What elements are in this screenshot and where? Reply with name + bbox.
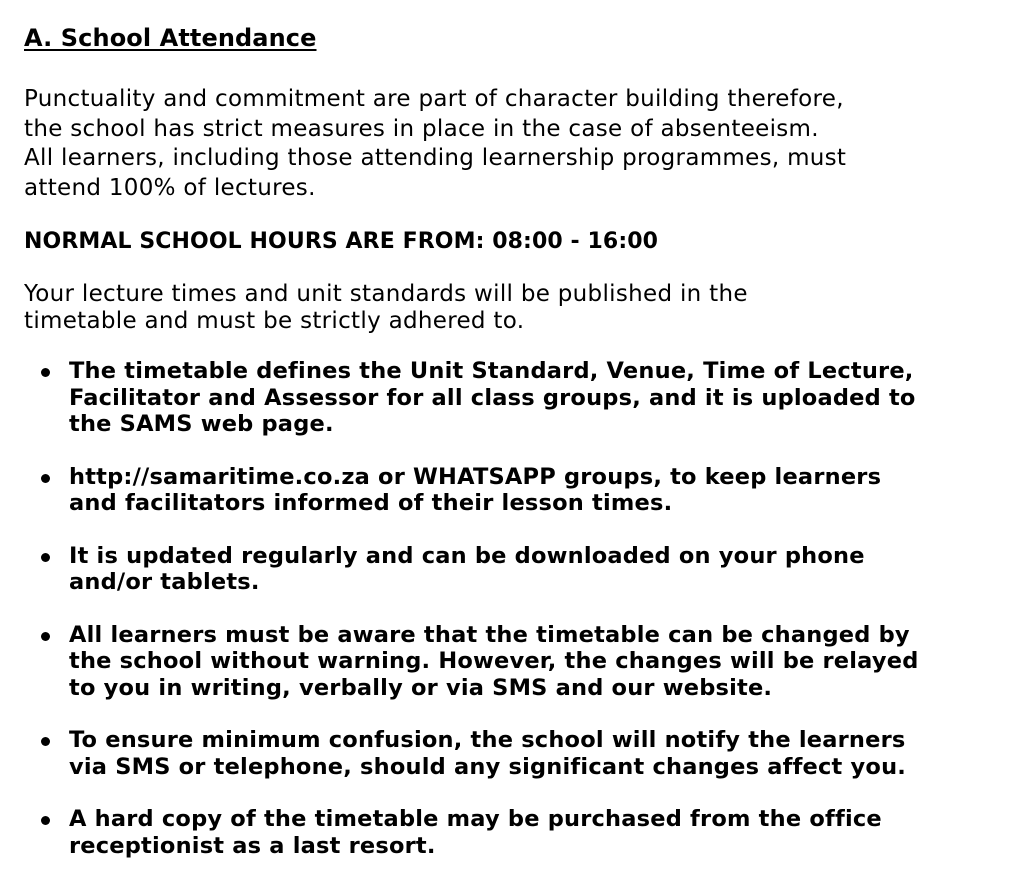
bullet-line: A hard copy of the timetable may be purchased from the office [69, 806, 882, 832]
bullet-line: the SAMS web page. [69, 411, 334, 437]
bullet-line: http://samaritime.co.za or WHATSAPP groups, to keep learners [69, 463, 882, 490]
timetable-bullet-list [24, 358, 996, 859]
intro-paragraph [24, 85, 996, 203]
document-page [24, 22, 996, 885]
bullet-line: To ensure minimum confusion, the school will notify the learners [69, 727, 906, 753]
bullet-line: It is updated regularly and can be downloaded on your phone [69, 542, 865, 569]
lecture-line: Your lecture times and unit standards will be published in the [24, 281, 748, 307]
section-heading: A. School Attendance [24, 24, 317, 52]
bullet-line: and facilitators informed of their lesson times. [69, 490, 673, 516]
intro-line: All learners, including those attending learnership programmes, must [24, 145, 847, 171]
bullet-dot-icon [41, 553, 50, 562]
bullet-line: The timetable defines the Unit Standard, Venue, Time of Lecture, [69, 358, 914, 384]
bullet-item [24, 622, 996, 702]
bullet-item [24, 727, 996, 780]
bullet-dot-icon [41, 368, 50, 377]
bullet-item [24, 464, 996, 517]
bullet-dot-icon [41, 632, 50, 641]
bullet-line: receptionist as a last resort. [69, 832, 436, 859]
intro-line: attend 100% of lectures. [24, 174, 316, 201]
intro-line: the school has strict measures in place in the case of absenteeism. [24, 115, 819, 142]
bullet-line: All learners must be aware that the timetable can be changed by [69, 621, 910, 648]
bullet-item [24, 806, 996, 859]
bullet-item [24, 543, 996, 596]
school-hours-statement: NORMAL SCHOOL HOURS ARE FROM: 08:00 - 16:00 [24, 229, 659, 254]
bullet-line: and/or tablets. [69, 569, 260, 595]
bullet-dot-icon [41, 474, 50, 483]
bullet-line: to you in writing, verbally or via SMS and our website. [69, 674, 773, 701]
bullet-item [24, 358, 996, 438]
intro-line: Punctuality and commitment are part of character building therefore, [24, 86, 844, 112]
bullet-dot-icon [41, 816, 50, 825]
lecture-line: timetable and must be strictly adhered to. [24, 307, 525, 334]
bullet-line: via SMS or telephone, should any significant changes affect you. [69, 753, 907, 780]
lecture-times-paragraph [24, 281, 996, 334]
bullet-dot-icon [41, 737, 50, 746]
bullet-line: Facilitator and Assessor for all class groups, and it is uploaded to [69, 384, 916, 411]
bullet-line: the school without warning. However, the changes will be relayed [69, 648, 919, 674]
